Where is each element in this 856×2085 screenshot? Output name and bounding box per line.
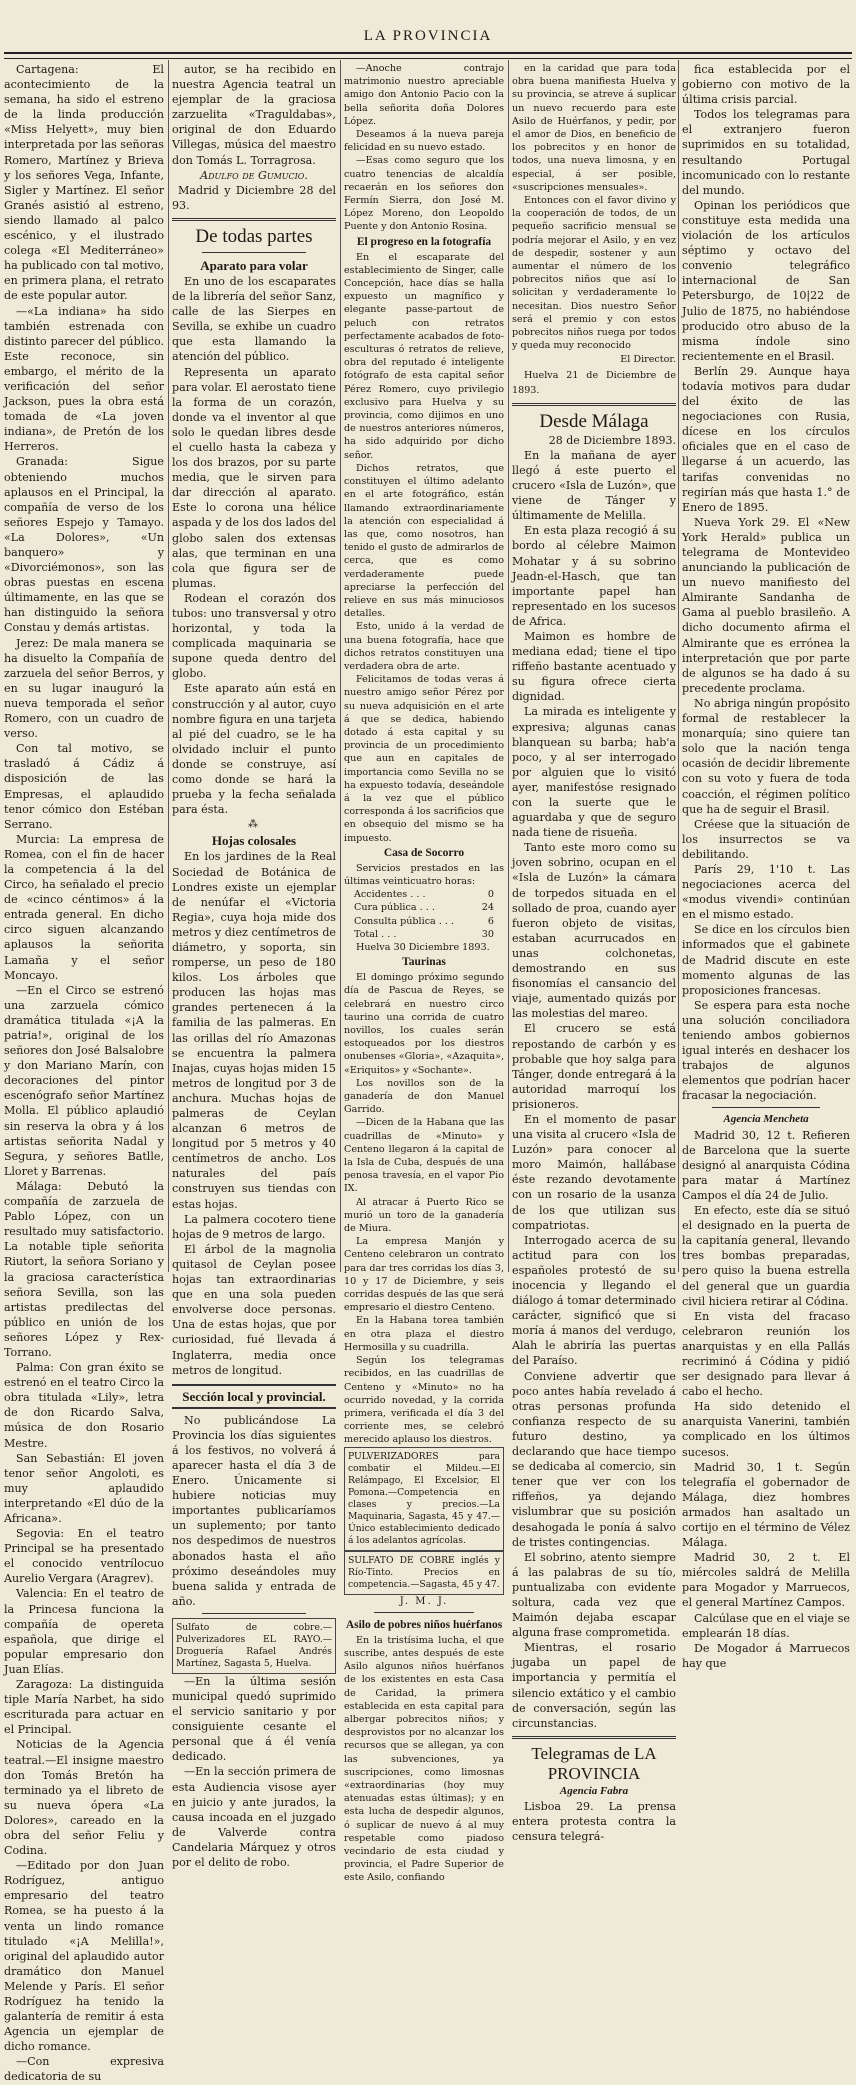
paragraph: Servicios prestados en las últimas veinticuatro horas: — [344, 862, 504, 887]
socorro-value: 0 — [487, 889, 494, 901]
signature: Adulfo de Gumucio. — [200, 168, 308, 182]
paragraph: En el escaparate del establecimiento de Singer, calle Concepción, hace días se halla expuesto un magnífico y elegante passe-partout de peluch con retratos perfectamente acabados de foto-esculturas ó retratos de relieve, obra del reputado é inteligente fotógrafo de esta capital señor Pérez Romero, cuyo privilegio exclusivo para Huelva y su provincia, como dijimos en uno de nuestros anteriores números, ha sido adquirido por dicho señor. — [344, 251, 504, 461]
article-title-aparato: Aparato para volar — [200, 257, 308, 273]
paragraph: En los jardines de la Real Sociedad de Botánica de Londres existe un ejemplar de nenúfar el «Victoria Regia», cuya hoja mide dos metros y diez centímetros de diámetro, y soporta, sin romperse, un peso de 180 kilos. Los árboles que producen las hojas mas grandes pertenecen á la familia de las palmeras. En las orillas del río Amazonas se encuentra la palmera Inajas, cuyas hojas miden 15 metros de longitud por 3 de anchura. Muchas hojas de palmeras de Ceylan alcanzan 6 metros de longitud por 5 metros y 40 centímetros de ancho. Los naturales del país construyen sus tiendas con estas hojas. — [172, 850, 336, 1211]
paragraph: San Sebastián: El joven tenor señor Angoloti, es muy aplaudido interpretando «El dúo de la Africana». — [4, 1451, 164, 1525]
paragraph: Ha sido detenido el anarquista Vanerini, también complicado en los últimos sucesos. — [682, 1400, 850, 1459]
paragraph: El árbol de la magnolia quitasol de Ceylan posee hojas tan extraordinarias que en una sola pueden envolverse doce personas. Una de estas hojas, que por curiosidad, fué llevada á Inglaterra, media once metros de longitud. — [172, 1242, 336, 1377]
paragraph: —Dicen de la Habana que las cuadrillas de «Minuto» y Centeno llegaron á la capital de la Isla de Cuba, después de una penosa travesía, en el vapor Pio IX. — [344, 1117, 504, 1195]
article-title-hojas: Hojas colosales — [211, 833, 297, 849]
paragraph: Madrid 30, 1 t. Según telegrafía el gobernador de Málaga, diez hombres armados han asaltado un cortijo en el término de Vélez Málaga. — [682, 1460, 850, 1550]
paragraph: en la caridad que para toda obra buena manifiesta Huelva y su provincia, se atreve á suplicar un nuevo recuerdo para este Asilo de Huérfanos, y pedir, por el amor de Dios, en beneficio de los pobrecitos y en honor de todos, una nueva limosna, y en especial, á ser posible, «suscripciones mensuales». — [512, 63, 676, 193]
local-notes — [344, 62, 504, 234]
paragraph: Representa un aparato para volar. El aerostato tiene la forma de un corazón, donde va el inventor al que solo le quedan libres desde el cuello hasta la cabeza y los dos brazos, por su parte media, que le sirven para dar dirección al aparato. Este lo corona una hélice aspada y de los dos lados del globo salen dos extensas alas, que terminan en una cola que figura ser de plumas. — [172, 365, 336, 590]
asilo-continued — [512, 62, 676, 352]
separator — [202, 1613, 306, 1614]
paragraph: —«La indiana» ha sido también estrenada con distinto parecer del público. Este reconoce, sin embargo, el mérito de la verificación del señor Jackson, pues la obra está tomada de «La joven indiana», de Pretón de los Herreros. — [4, 304, 164, 454]
section-header-box — [172, 1384, 336, 1409]
paragraph: Maimon es hombre de mediana edad; tiene el tipo riffeño bastante acentuado y su figura ofrece cierta dignidad. — [512, 629, 676, 704]
socorro-row — [344, 915, 504, 928]
article-title-asilo: Asilo de pobres niños huérfanos — [345, 1618, 503, 1631]
paragraph: Conviene advertir que poco antes había revelado á otras personas profunda confianza respecto de su futuro destino, ya declarando que hace tiempo se dedicaba al comercio, sin tener que ver con los riffeños, ya dejando vislumbrar que su posición desahogada le ponía á salvo de tristes contingencias. — [512, 1369, 676, 1549]
paragraph: No publicándose La Provincia los días siguientes á los festivos, no volverá á aparecer hasta el día 3 de Enero. Únicamente si hubiere noticias muy importantes publicaríamos un suplemento; por tanto nos despedimos de nuestros abonados hasta el año próximo deseándoles muy buena salida y entrada de año. — [172, 1413, 336, 1608]
paragraph: Palma: Con gran éxito se estrenó en el teatro Circo la obra titulada «Lily», letra de don Ricardo Salva, música de don Rosario Mestre. — [4, 1361, 164, 1450]
article-malaga — [512, 448, 676, 1731]
paragraph: Málaga: Debutó la compañía de zarzuela de Pablo López, con un resultado muy satisfactorio. La notable tiple señorita Riutort, la señora Soriano y la graciosa característica señora Sevilla, son las artistas predilectas del público en unión de los señores López y Rex-Torrano. — [4, 1179, 164, 1359]
paragraph: La empresa Manjón y Centeno celebraron un contrato para dar tres corridas los días 3, 10 y 17 de Diciembre, y seis corridas después de las que será empresario el diestro Centeno. — [344, 1236, 504, 1314]
paragraph: —En la última sesión municipal quedó suprimido el servicio sanitario y por consiguiente cesante el personal que á él venía dedicado. — [172, 1674, 336, 1764]
ornament: ⁂ — [248, 819, 260, 831]
paragraph: De Mogador á Marruecos hay que — [682, 1641, 850, 1670]
paragraph: Segovia: En el teatro Principal se ha presentado el conocido ventrílocuo Aurelio Vergara (Aragrev). — [4, 1527, 164, 1586]
paragraph: Se dice en los círculos bien informados que el gabinete de Madrid discute en este momento algunas de las proposiciones francesas. — [682, 923, 850, 997]
paragraph: Valencia: En el teatro de la Princesa funciona la compañía de opereta española, que dirige el popular empresario don Juan Elías. — [4, 1587, 164, 1676]
paragraph: El domingo próximo segundo día de Pascua de Reyes, se celebrará en nuestro circo taurino una corrida de cuatro novillos, los cuales serán estoqueados por los diestros onubenses «Gloria», «Azaquita», «Eriquitos» y «Sochante». — [344, 972, 504, 1076]
column-4 — [512, 62, 676, 1844]
dateline: Huelva 30 Diciembre 1893. — [356, 942, 490, 953]
article-title-fotografia: El progreso en la fotografía — [356, 235, 492, 248]
paragraph: Berlín 29. Aunque haya todavía motivos para dudar del éxito de las negociaciones con Rusia, dícese en los círculos oficiales que en el caso de llegarse á un acuerdo, las tarifas convenidas no regirían más que hasta 1.° de Enero de 1895. — [682, 364, 850, 514]
paragraph: —Esas como seguro que los cuatro tenencias de alcaldía recaerán en los señores don Fermín Sierra, don José M. López Moreno, don Leopoldo Puente y don Antonio Rosina. — [344, 155, 504, 233]
socorro-label: Total . . . — [354, 928, 397, 940]
paragraph: Lisboa 29. La prensa entera protesta contra la censura telegrá- — [512, 1799, 676, 1844]
separator — [712, 1107, 820, 1108]
column-divider — [508, 60, 509, 1272]
paragraph: La mirada es inteligente y expresiva; algunas canas blanquean su barba; hab'a poco, y al ser interrogado por alguien que lo visitó ayer, manifestóse resignado con la suerte que le aguardaba y que de seguro nada tiene de risueña. — [512, 705, 676, 840]
paragraph: Se espera para esta noche una solución conciliadora teniendo ambos gobiernos igual interés en deshacer los trabajos de algunos elementos que podrían hacer fracasar la negociación. — [682, 998, 850, 1103]
socorro-row — [344, 888, 504, 901]
paragraph: Cartagena: El acontecimiento de la semana, ha sido el estreno de la linda producción «Miss Helyett», muy bien interpretada por las señoras Romero, Martínez y Brieva y los señores Vega, Infante, Sigler y Martínez. El señor Granés asistió al estreno, siendo llamado al palco escénico, y el ilustrado colega «El Mediterráneo» ha publicado con tal motivo, en primera plana, el retrato de este popular autor. — [4, 63, 164, 303]
local-notes — [172, 1674, 336, 1870]
column-1-theatre-news — [4, 62, 164, 2084]
column-5-telegrams — [682, 62, 850, 1670]
advertisement: Sulfato de cobre.—Pulverizadores EL RAYO.—Droguería Rafael Andrés Martínez, Sagasta 5, Huelva. — [172, 1618, 336, 1674]
paragraph: Rodean el corazón dos tubos: uno transversal y otro horizontal, y toda la complicada maquinaria se supone queda dentro del globo. — [172, 591, 336, 681]
agency-name: Agencia Mencheta — [723, 1113, 809, 1126]
socorro-value: 6 — [487, 915, 494, 927]
advertisement: SULFATO DE COBRE inglés y Río-Tinto. Precios en competencia.—Sagasta, 45 y 47. — [344, 1551, 504, 1595]
paragraph: Felicitamos de todas veras á nuestro amigo señor Pérez por su nueva adquisición en el arte á que se dedica, habiendo dotado á esta capital y su provincia de un procedimiento que aun en capitales de importancia como Sevilla no se ha expuesto todavía, deseándole á la vez que el público corresponda á los sacrificios que en obsequio del mismo se ha impuesto. — [344, 674, 504, 844]
paragraph: fica establecida por el gobierno con motivo de la última crisis parcial. — [682, 63, 850, 107]
paragraph: Deseamos á la nueva pareja felicidad en su nuevo estado. — [344, 129, 504, 154]
paragraph: Este aparato aún está en construcción y al autor, cuyo nombre figura en una tarjeta al pié del cuadro, se le ha olvidado incluir el punto donde se construye, así como donde se hará la prueba y la fecha señalada para ésta. — [172, 682, 336, 817]
socorro-row — [344, 901, 504, 914]
paragraph: Opinan los periódicos que constituye esta medida una violación de los artículos séptimo y octavo del convenio telegráfico internacional de San Petersburgo, de 10|22 de Julio de 1875, no habiéndose producido otro abuso de la misma índole sino recientemente en el Brasil. — [682, 198, 850, 363]
socorro-label: Cura pública . . . — [354, 902, 435, 914]
paragraph: En vista del fracaso celebraron reunión los anarquistas y en ella Pallás recriminó á Códina y pidió ser designado para llevar á cabo el hecho. — [682, 1309, 850, 1399]
paragraph: Madrid 30, 12 t. Refieren de Barcelona que la suerte designó al anarquista Códina para matar á Martínez Campos el día 24 de Julio. — [682, 1128, 850, 1202]
paragraph: Jerez: De mala manera se ha disuelto la Compañía de zarzuela del señor Berros, y en su lugar inauguró la nueva temporada el señor Romero, con un cuadro de verso. — [4, 636, 164, 741]
paragraph: —Con expresiva dedicatoria de su — [4, 2055, 164, 2084]
separator — [512, 1736, 676, 1739]
paragraph: En la Habana torea también en otra plaza el diestro Hermosilla y su cuadrilla. — [344, 1315, 504, 1353]
paragraph: Calcúlase que en el viaje se emplearán 18 días. — [682, 1611, 850, 1640]
paragraph: —Anoche contrajo matrimonio nuestro apreciable amigo don Antonio Pacio con la bella señorita doña Dolores López. — [344, 63, 504, 127]
paragraph: París 29, 1'10 t. Las negociaciones acerca del «modus vivendi» continúan en el mismo estado. — [682, 862, 850, 922]
paragraph: Todos los telegramas para el extranjero fueron suprimidos en su totalidad, resultando Portugal incomunicado con lo restante del mundo. — [682, 108, 850, 197]
separator — [202, 252, 306, 253]
paragraph: No abriga ningún propósito formal de restablecer la monarquía; sino quiere tan solo que la nación tenga ocasión de decidir libremente con su voto y fuera de toda coacción, el régimen político que ha de seguir el Brasil. — [682, 696, 850, 816]
socorro-label: Consulta pública . . . — [354, 915, 455, 927]
paragraph: Zaragoza: La distinguida tiple María Narbet, ha sido escriturada para actuar en el Principal. — [4, 1678, 164, 1737]
article-hojas — [172, 849, 336, 1377]
telegrams-fabra — [682, 62, 850, 1103]
monogram: J. M. J. — [399, 1595, 449, 1607]
paragraph: La palmera cocotero tiene hojas de 9 metros de largo. — [172, 1212, 336, 1241]
paragraph: El crucero se está repostando de carbón y es probable que hoy salga para Tánger, donde entregará á la autoridad marroquí los prisioneros. — [512, 1022, 676, 1111]
paragraph: En esta plaza recogió á su bordo al célebre Maimon Mohatar y á su sobrino Jeadn-el-Hasch, que tan importante papel han representado en los sucesos de Africa. — [512, 524, 676, 628]
paragraph: En uno de los escaparates de la librería del señor Sanz, calle de las Sierpes en Sevilla, se exhibe un cuadro que esta llamando la atención del público. — [172, 274, 336, 364]
section-title-de-todas-partes: De todas partes — [195, 225, 313, 247]
paragraph: Nueva York 29. El «New York Herald» publica un telegrama de Montevideo anunciando la publicación de un nuevo manifiesto del Almirante Sandanha de Gama al pueblo brasileño. A dicho documento afirma el Almirante que es errónea la interpretación que por parte de algunos se ha dado á su precedente proclama. — [682, 515, 850, 695]
paragraph: Murcia: La empresa de Romea, con el fin de hacer la competencia á la del Circo, ha señalado el precio de «cinco céntimos» á la entrada general. En dicho circo siguen alcanzando aplausos la señorita Lamaña y el señor Moncayo. — [4, 832, 164, 982]
paragraph: Tanto este moro como su joven sobrino, ocupan en el «Isla de Luzón» la cámara de torpedos situada en el sollado de proa, cuando ayer fueron objeto de visitas, estaban acurrucados en unas colchonetas, demostrando en sus fisonomías el cansancio del viaje, aumentado quizás por las molestias del mareo. — [512, 841, 676, 1021]
dateline: 28 de Diciembre 1893. — [548, 433, 676, 447]
telegrams-mencheta — [682, 1128, 850, 1671]
separator — [512, 403, 676, 406]
paragraph: —En la sección primera de esta Audiencia visose ayer en juicio y ante jurados, la causa incoada en el juzgado de Valverde contra Candelaria Márquez y otros por el delito de robo. — [172, 1765, 336, 1870]
paragraph: En efecto, este día se situó el designado en la puerta de la capitanía general, llevando tres bombas preparadas, pero quiso la buena estrella del general que un guardia civil hiciera retirar al Códina. — [682, 1204, 850, 1308]
separator — [374, 1612, 474, 1613]
socorro-row — [344, 928, 504, 941]
column-3 — [344, 62, 504, 1884]
paragraph: Madrid 30, 2 t. El miércoles saldrá de Melilla para Mogador y Marruecos, el general Martínez Campos. — [682, 1551, 850, 1610]
socorro-table — [344, 888, 504, 941]
paragraph: Con tal motivo, se trasladó á Cádiz á disposición de las Empresas, el aplaudido tenor cómico don Estéban Serrano. — [4, 742, 164, 831]
paragraph: autor, se ha recibido en nuestra Agencia teatral un ejemplar de la graciosa zarzuelita «Traguldabas», original de don Eduardo Villegas, música del maestro don Tomás L. Torragrosa. — [172, 63, 336, 167]
column-divider — [678, 60, 679, 1272]
top-rule — [4, 52, 852, 59]
signature: El Director. — [620, 354, 676, 366]
paragraph: Esto, unido á la verdad de una buena fotografía, hace que dichos retratos constituyen una verdadera obra de arte. — [344, 621, 504, 672]
article-taurinas — [344, 971, 504, 1446]
paragraph: Al atracar á Puerto Rico se murió un toro de la ganadería de Miura. — [344, 1196, 504, 1235]
socorro-value: 30 — [481, 928, 494, 940]
socorro-value: 24 — [481, 902, 494, 914]
dateline: Huelva 21 de Diciembre de 1893. — [512, 369, 676, 396]
masthead-title: LA PROVINCIA — [363, 28, 493, 44]
paragraph: Dichos retratos, que constituyen el último adelanto en el arte fotográfico, están llamando extraordinariamente la atención con especialidad á las que, como nosotros, han tenido el gusto de admirarlos de cerca, que es como verdaderamente puede apreciarse la perfección del relieve en sus más minuciosos detalles. — [344, 462, 504, 620]
article-title-socorro: Casa de Socorro — [383, 846, 465, 859]
paragraph: En el momento de pasar una visita al crucero «Isla de Luzón» para conocer al moro Maimón, hallábase éste rezando devotamente con un rosario de la usanza de los que utilizan sus compatriotas. — [512, 1112, 676, 1232]
paragraph: —En el Circo se estrenó una zarzuela cómico dramática titulada «¡A la patria!», original de los señores don José Balsalobre y don Mariano Marín, con decoraciones del pintor escenógrafo señor Martínez Molla. El público aplaudió sin reserva la obra y á los artistas señorita Nadal y Segura, y señores Batlle, Lloret y Barrenas. — [4, 983, 164, 1178]
paragraph: Mientras, el rosario jugaba un papel de importancia y permitía el silencio extático y el cambio de conversación, según las circunstancias. — [512, 1641, 676, 1730]
paragraph: Los novillos son de la ganadería de don Manuel Garrido. — [344, 1077, 504, 1116]
article-fotografia — [344, 251, 504, 845]
paragraph: En la mañana de ayer llegó á este puerto el crucero «Isla de Luzón», que viene de Tánger y últimamente de Melilla. — [512, 448, 676, 523]
socorro-label: Accidentes . . . — [354, 889, 426, 901]
agency-name: Agencia Fabra — [559, 1784, 629, 1797]
advertisement: PULVERIZADORES para combatir el Mildeu.—El Relámpago, El Excelsior, El Pomona.—Competencia en clases y precios.—La Maquinaria, Sagasta, 45 y 47.—Único establecimiento dedicado á los adelantos agrícolas. — [344, 1447, 504, 1551]
dateline: Madrid y Diciembre 28 del 93. — [172, 183, 336, 212]
paragraph: Interrogado acerca de su actitud para con los españoles protestó de su inocencia y llegando el diálogo á tomar determinado carácter, significó que si moría á manos del verdugo, Alah le abriría las puertas del Paraíso. — [512, 1233, 676, 1368]
paragraph: Créese que la situación de los insurrectos se va debilitando. — [682, 817, 850, 861]
paragraph: Según los telegramas recibidos, en las cuadrillas de Centeno y «Minuto» no ha ocurrido novedad, y la corrida primera, verificada el día 3 del corriente mes, se celebró merecido aplauso los diestros. — [344, 1355, 504, 1446]
paragraph: Entonces con el favor divino y la cooperación de todos, de un pequeño sacrificio mensual se podría mejorar el Asilo, y en vez de despedir, sostener y aun aumentar el número de los pobrecitos niños que así lo solicitan y verdaderamente lo necesitan. Dios nuestro Señor será el premio y con estos pobrecitos niños ruega por todos y queda muy reconocido — [512, 195, 676, 352]
paragraph: En la tristísima lucha, el que suscribe, antes después de este Asilo algunos niños huérfanos de los existentes en esta Casa de Caridad, la primera establecida en esta capital para albergar pobrecitos niños; y desprovistos por no alcanzar los recursos que se allegan, ya con las subvenciones, ya suscripciones, como limosnas «extraordinarias (hoy muy atenuadas estas últimas); y en esta lucha de despedir algunos, ó suplicar de nuevo á al muy respetable como piadoso vecindario de esta ciudad y provincia, el Padre Superior de este Asilo, confiando — [344, 1634, 504, 1884]
article-title-taurinas: Taurinas — [402, 956, 446, 969]
section-title-desde-malaga: Desde Málaga — [539, 410, 649, 432]
column-2 — [172, 62, 336, 1870]
column-divider — [168, 60, 169, 1272]
paragraph: Granada: Sigue obteniendo muchos aplausos en el Principal, la compañía de verso de los señores Espejo y Tamayo. «La Dolores», «Un banquero» y «Divorciémonos», son las obras puestas en escena últimamente, en las que se han distinguido la señora Constau y demás artistas. — [4, 455, 164, 635]
paragraph: El sobrino, atento siempre á las palabras de su tío, puntualizaba con evidente soltura, cada vez que Maimón dejaba escapar alguna frase comprometida. — [512, 1550, 676, 1640]
paragraph: —Editado por don Juan Rodríguez, antiguo empresario del teatro Romea, se ha puesto á la venta un lindo romance titulado «¡A Melilla!», original del aplaudido autor dramático don Manuel Melende y París. El señor Rodríguez ha tenido la galantería de remitir á esta Agencia un ejemplar de dicho romance. — [4, 1859, 164, 2054]
column-divider — [340, 60, 341, 1272]
paragraph: Noticias de la Agencia teatral.—El insigne maestro don Tomás Bretón ha terminado ya el libreto de su nueva ópera «La Dolores», careado en la obra del señor Feliu y Codina. — [4, 1738, 164, 1858]
article-aparato — [172, 274, 336, 817]
section-title-telegramas: Telegramas de LA PROVINCIA — [531, 1743, 657, 1783]
section-title-local: Sección local y provincial. — [182, 1388, 326, 1404]
separator — [172, 218, 336, 221]
